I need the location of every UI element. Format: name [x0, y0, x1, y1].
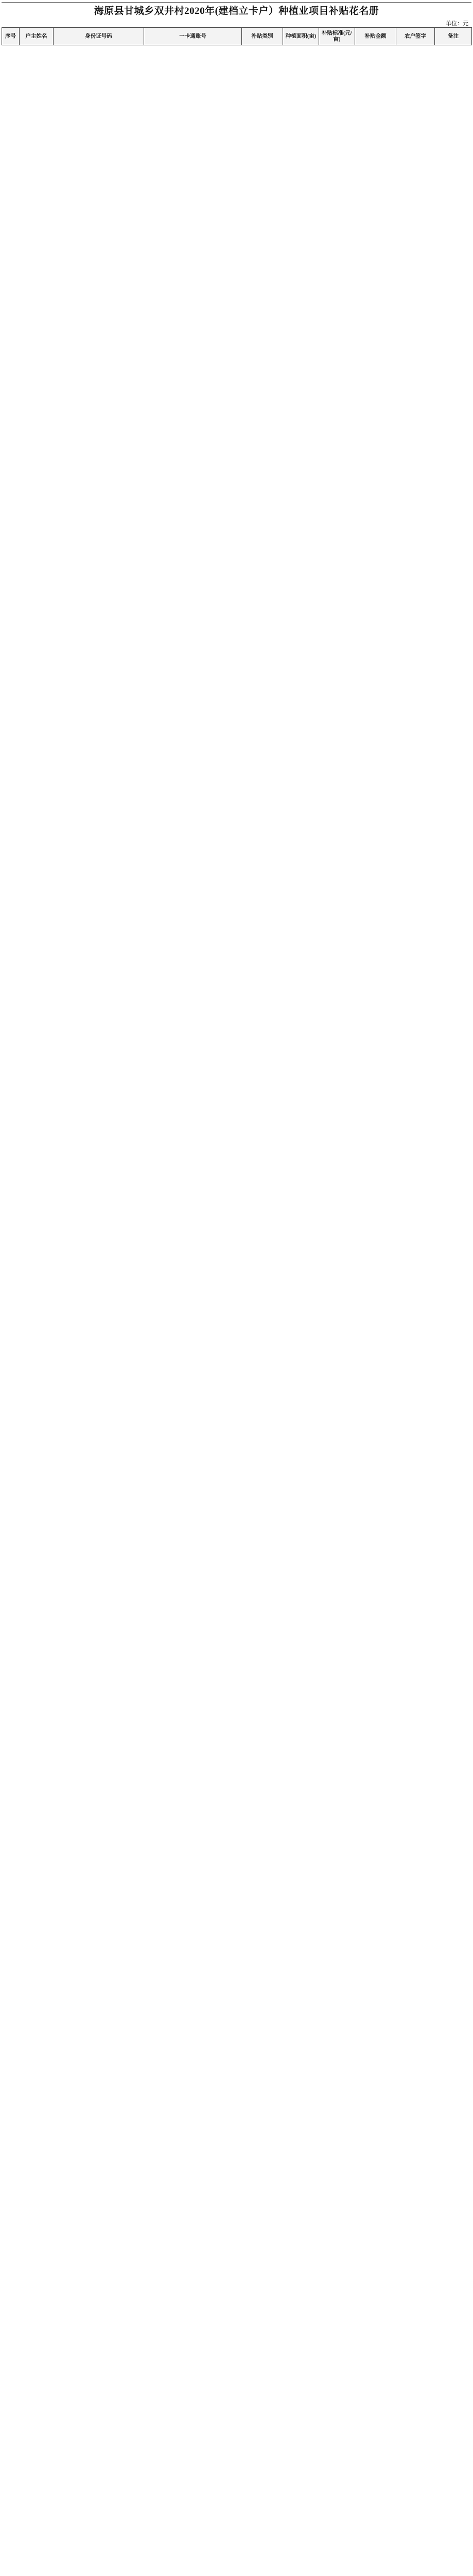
column-header: 一卡通账号 — [144, 28, 242, 45]
column-header: 补贴类别 — [242, 28, 283, 45]
column-header: 身份证号码 — [54, 28, 144, 45]
planting-subsidy-table — [2, 27, 472, 45]
column-header: 序号 — [2, 28, 20, 45]
column-header: 种植面积(亩) — [283, 28, 319, 45]
planting-subsidy-section — [2, 2, 471, 45]
column-header: 补贴金额 — [355, 28, 396, 45]
unit-note: 单位：元 — [446, 21, 468, 27]
section-title: 海原县甘城乡双井村2020年(建档立卡户）种植业项目补贴花名册 — [2, 2, 471, 20]
column-header: 农户签字 — [396, 28, 435, 45]
column-header: 备注 — [435, 28, 472, 45]
column-header: 补贴标准(元/亩) — [319, 28, 355, 45]
column-header: 户主姓名 — [20, 28, 54, 45]
